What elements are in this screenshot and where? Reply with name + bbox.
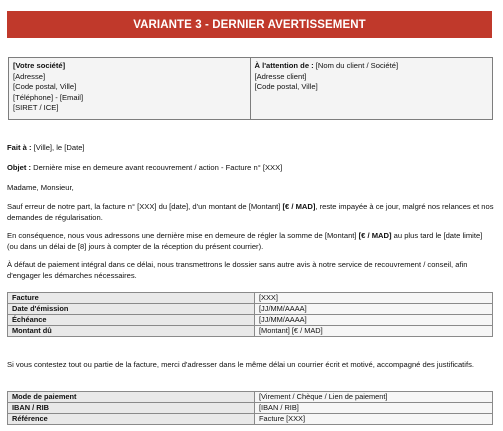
table-key: Montant dû [8,326,255,337]
recipient-address [251,58,493,119]
sender-contact: [Téléphone] - [Email] [13,92,84,102]
table-value: [JJ/MM/AAAA] [255,315,493,326]
table-key: Mode de paiement [8,392,255,403]
table-value: [XXX] [255,293,493,304]
paragraph-1: Sauf erreur de notre part, la facture n° [XXX] du [date], d'un montant de [Montant] [€ / MAD], reste impayée à ce jour, malgré nos relances et nos demandes de régularisation. [7,202,494,223]
table-row [8,392,493,403]
table-value: [IBAN / RIB] [255,403,493,414]
table-row [8,414,493,425]
sender-address-line: [Adresse] [13,71,46,81]
paragraph-4: Si vous contestez tout ou partie de la facture, merci d'adresser dans le même délai un courrier écrit et motivé, accompagné des justificatifs. [7,360,475,369]
title-banner: VARIANTE 3 - DERNIER AVERTISSEMENT [7,11,492,38]
recipient-name: À l'attention de : [Nom du client / Société] [254,61,399,70]
fait-a: Fait à : [Ville], le [Date] [7,143,85,152]
table-value: Facture [XXX] [255,414,493,425]
sender-company: [Votre société] [13,61,66,70]
paragraph-3: À défaut de paiement intégral dans ce délai, nous transmettrons le dossier sans autre avis à notre service de recouvrement / conseil, afin d'engager les démarches nécessaires. [7,260,468,281]
recipient-address-line: [Adresse client] [254,71,307,81]
table-row [8,326,493,337]
table-key: Facture [8,293,255,304]
table-row [8,403,493,414]
table-row [8,304,493,315]
objet-line: Objet : Dernière mise en demeure avant recouvrement / action - Facture n° [XXX] [7,163,283,172]
invoice-table [7,292,493,337]
sender-siret: [SIRET / ICE] [13,103,59,113]
payment-table [7,391,493,425]
table-key: IBAN / RIB [8,403,255,414]
address-block [8,57,493,120]
table-value: [Montant] [€ / MAD] [255,326,493,337]
recipient-city: [Code postal, Ville] [254,82,318,92]
table-key: Échéance [8,315,255,326]
table-row [8,293,493,304]
table-value: [JJ/MM/AAAA] [255,304,493,315]
greeting: Madame, Monsieur, [7,183,74,192]
table-key: Référence [8,414,255,425]
table-value: [Virement / Chèque / Lien de paiement] [255,392,493,403]
sender-city: [Code postal, Ville] [13,82,77,92]
table-key: Date d'émission [8,304,255,315]
sender-address [9,58,251,119]
table-row [8,315,493,326]
paragraph-2: En conséquence, nous vous adressons une dernière mise en demeure de régler la somme de [Montant] [€ / MAD] au plus tard le [date limite] (ou dans un délai de [8] jours à compter de la réception du présent courrier). [7,231,483,252]
